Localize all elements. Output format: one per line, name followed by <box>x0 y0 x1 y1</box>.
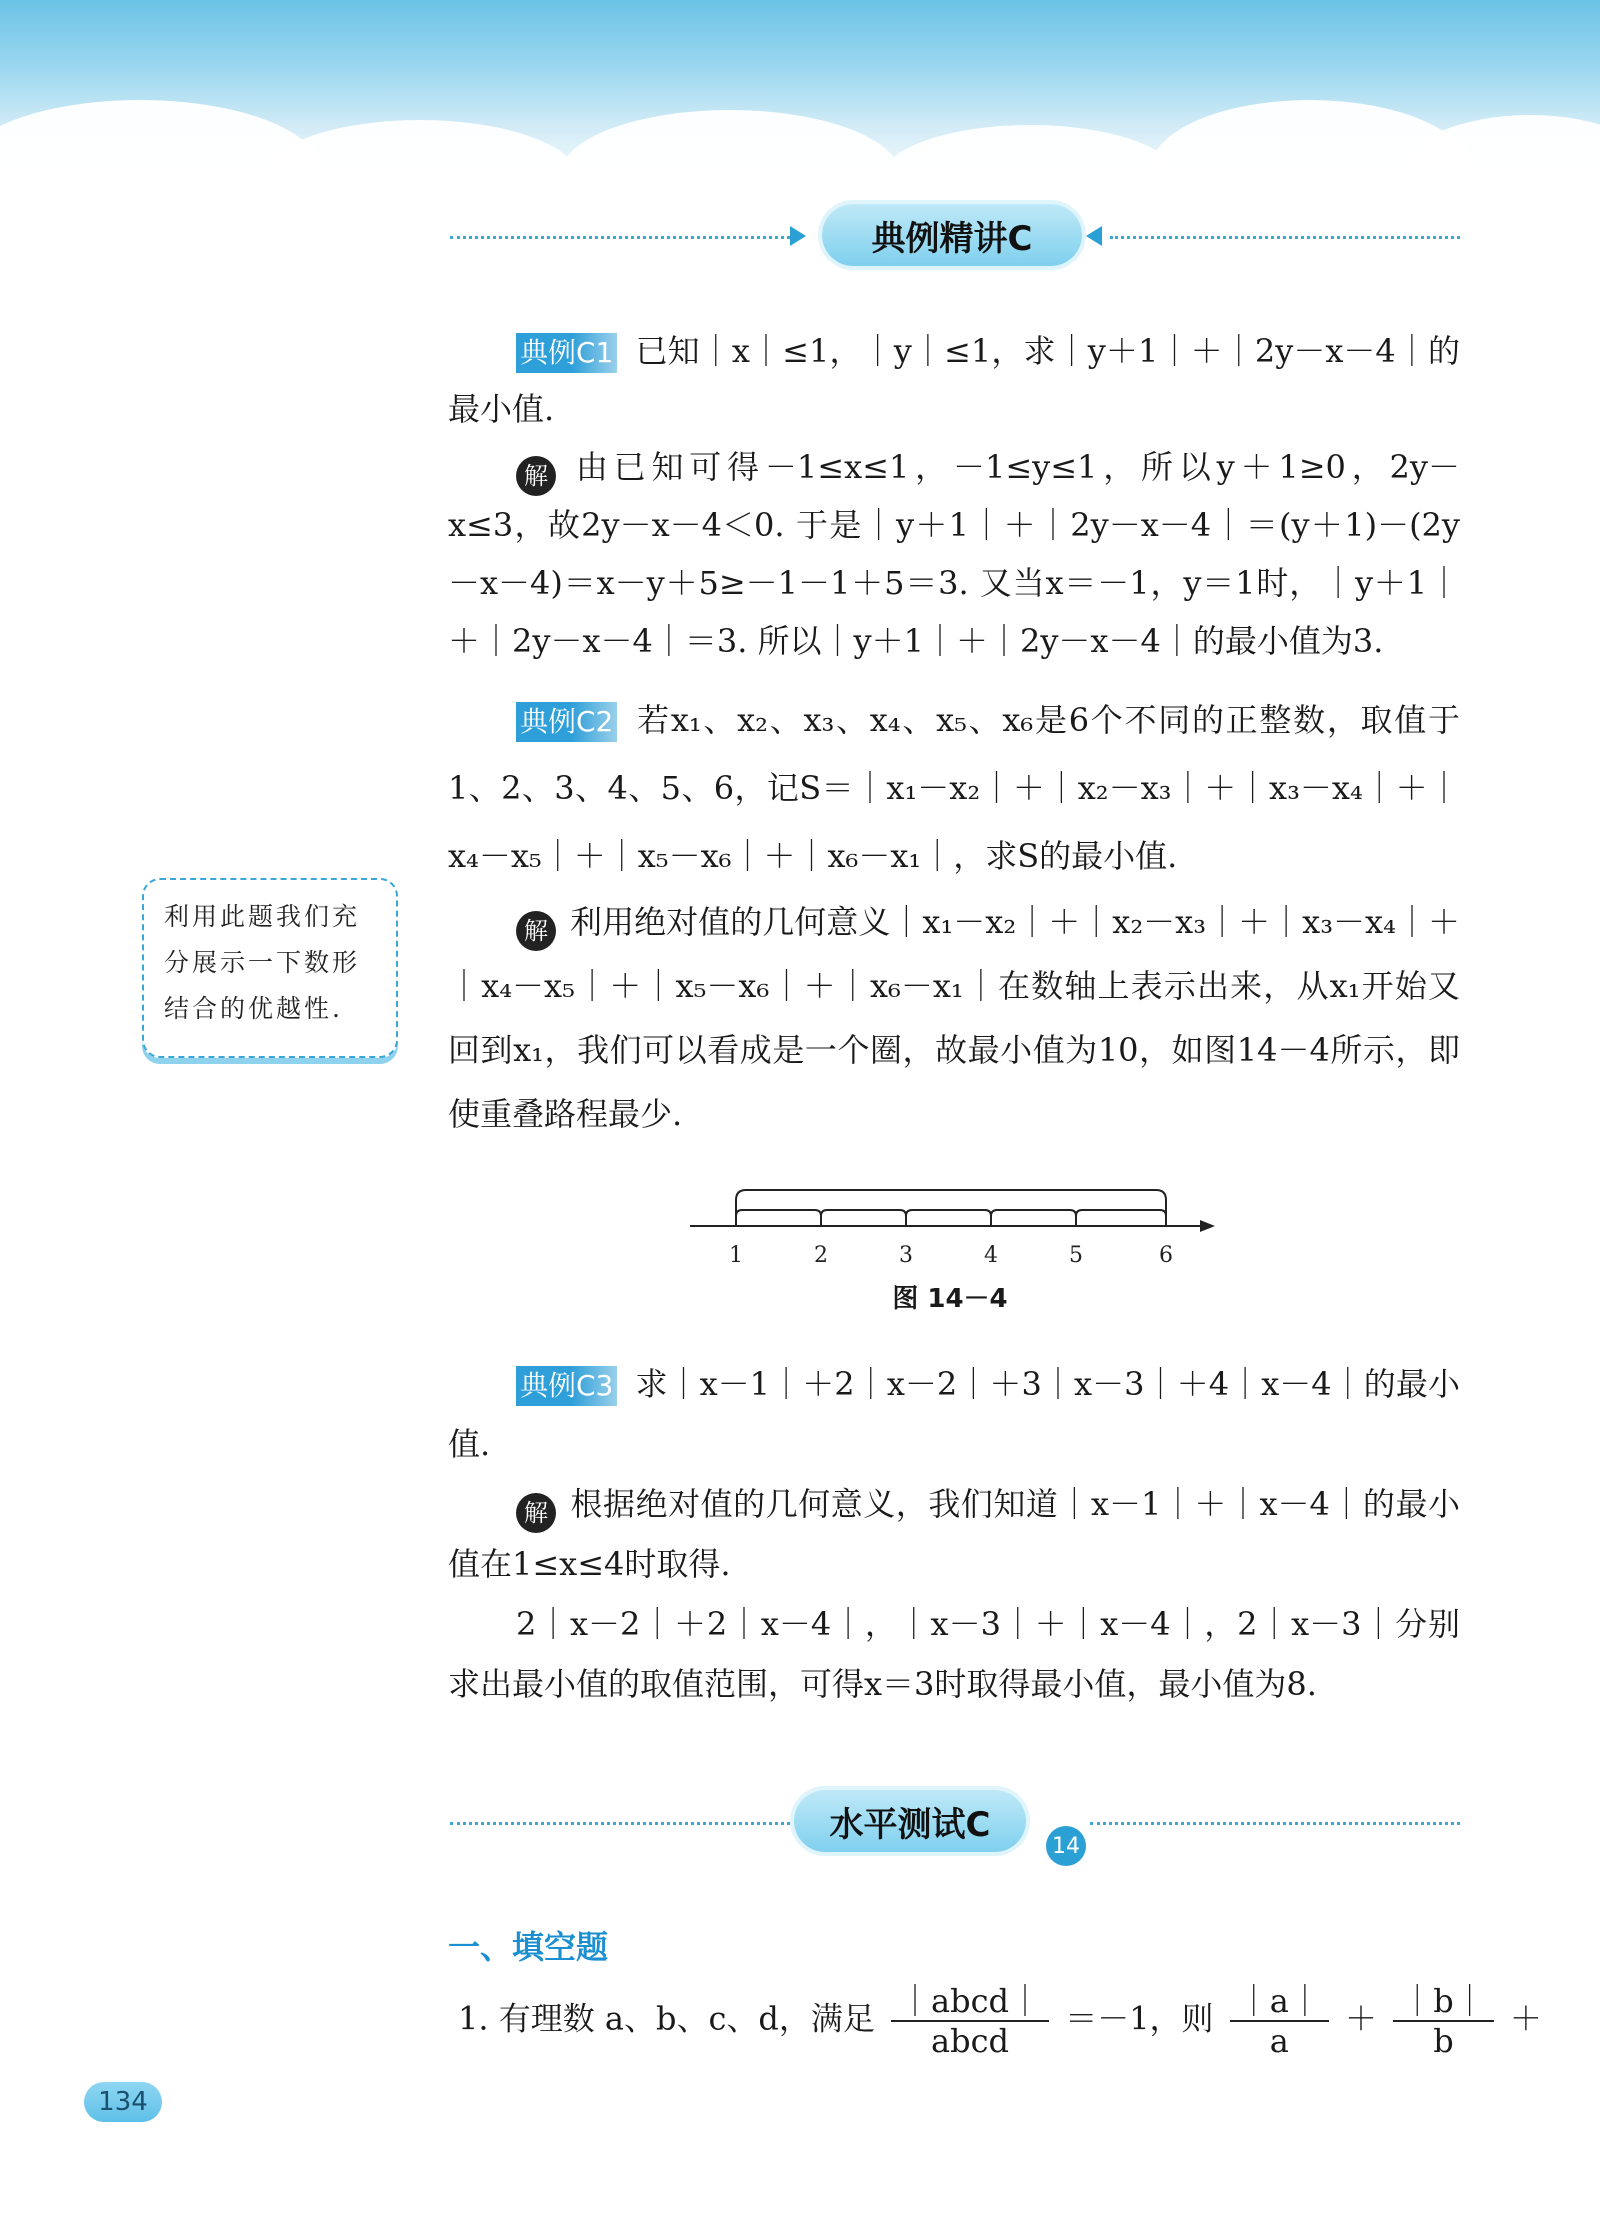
tick-label: 2 <box>814 1243 828 1268</box>
example-c2-problem <box>448 686 1460 890</box>
example-c1-problem <box>448 322 1460 438</box>
tick-label: 6 <box>1159 1243 1173 1268</box>
fraction-numerator: ｜b｜ <box>1393 1982 1494 2022</box>
fraction-denominator: b <box>1433 2022 1454 2060</box>
example-c3-solution <box>448 1474 1460 1594</box>
figure-caption: 图 14－4 <box>892 1284 1008 1314</box>
example-c1-solution <box>448 438 1460 670</box>
section-header-examples <box>450 196 1460 276</box>
example-tag: 典例C1 <box>516 333 617 373</box>
section-title: 典例精讲C <box>822 204 1082 266</box>
operator: ＋ <box>1345 1999 1378 2038</box>
chapter-badge: 14 <box>1046 1826 1086 1866</box>
inner-bracket-1-2 <box>736 1210 821 1226</box>
section-header-test <box>450 1782 1460 1862</box>
example-c3 <box>448 1354 1460 1714</box>
tick-label: 4 <box>984 1243 998 1268</box>
tick-label: 3 <box>899 1243 913 1268</box>
example-c3-problem <box>448 1354 1460 1474</box>
path-brackets <box>736 1190 1166 1226</box>
fraction-denominator: abcd <box>931 2022 1009 2060</box>
page-number: 134 <box>84 2082 162 2122</box>
problem-text: 若x₁、x₂、x₃、x₄、x₅、x₆是6个不同的正整数，取值于1、2、3、4、5、6，记S＝｜x₁－x₂｜＋｜x₂－x₃｜＋｜x₃－x₄｜＋｜x₄－x₅｜＋｜x₅－x₆｜＋｜x₆－x₁｜，求S的最小值. <box>448 701 1460 875</box>
side-note: 利用此题我们充分展示一下数形结合的优越性. <box>142 878 398 1058</box>
section-title: 水平测试C <box>794 1790 1026 1852</box>
inner-bracket-5-6 <box>1076 1210 1166 1226</box>
tick-label: 5 <box>1069 1243 1083 1268</box>
axis-arrow <box>1200 1220 1215 1232</box>
question-1 <box>458 1982 1542 2060</box>
example-c2-solution <box>448 890 1460 1146</box>
example-tag: 典例C3 <box>516 1366 617 1406</box>
example-c2 <box>448 686 1460 1146</box>
inner-bracket-4-5 <box>991 1210 1076 1226</box>
solution-badge: 解 <box>516 1493 556 1533</box>
problem-text: 求｜x－1｜＋2｜x－2｜＋3｜x－3｜＋4｜x－4｜的最小值. <box>448 1365 1460 1463</box>
example-c1 <box>448 322 1460 670</box>
solution-text: 由已知可得－1≤x≤1，－1≤y≤1，所以y＋1≥0，2y－x≤3，故2y－x－4＜0. 于是｜y＋1｜＋｜2y－x－4｜＝(y＋1)－(2y－x－4)＝x－y＋5≥－1－1＋5＝3. 又当x＝－1，y＝1时，｜y＋1｜＋｜2y－x－4｜＝3. 所以｜y＋1｜＋｜2y－x－4｜的最小值为3. <box>448 448 1460 660</box>
fraction <box>1393 1982 1494 2060</box>
subsection-title: 一、填空题 <box>448 1928 609 1966</box>
question-text: 1. 有理数 a、b、c、d，满足 <box>458 1999 875 2038</box>
fraction-numerator: ｜abcd｜ <box>891 1982 1049 2022</box>
solution-text: 根据绝对值的几何意义，我们知道｜x－1｜＋｜x－4｜的最小值在1≤x≤4时取得. <box>448 1485 1460 1583</box>
outer-bracket <box>736 1190 1166 1226</box>
example-tag: 典例C2 <box>516 702 617 742</box>
inner-bracket-3-4 <box>906 1210 991 1226</box>
solution-badge: 解 <box>516 911 556 951</box>
example-c3-solution-2: 2｜x－2｜＋2｜x－4｜，｜x－3｜＋｜x－4｜，2｜x－3｜分别求出最小值的取值范围，可得x＝3时取得最小值，最小值为8. <box>448 1605 1460 1703</box>
tick-label: 1 <box>729 1243 743 1268</box>
problem-text: 已知｜x｜≤1，｜y｜≤1，求｜y＋1｜＋｜2y－x－4｜的最小值. <box>448 332 1460 428</box>
question-text: ＝－1，则 <box>1065 1999 1214 2038</box>
fraction <box>1230 1982 1329 2060</box>
solution-text: 利用绝对值的几何意义｜x₁－x₂｜＋｜x₂－x₃｜＋｜x₃－x₄｜＋｜x₄－x₅｜＋｜x₅－x₆｜＋｜x₆－x₁｜在数轴上表示出来，从x₁开始又回到x₁，我们可以看成是一个圈，故最小值为10，如图14－4所示，即使重叠路程最少. <box>448 903 1460 1133</box>
operator: ＋ <box>1509 1999 1542 2038</box>
inner-bracket-2-3 <box>821 1210 906 1226</box>
solution-badge: 解 <box>516 456 556 496</box>
fraction-numerator: ｜a｜ <box>1230 1982 1329 2022</box>
fraction <box>891 1982 1049 2060</box>
header-banner <box>0 0 1600 190</box>
fraction-denominator: a <box>1269 2022 1289 2060</box>
